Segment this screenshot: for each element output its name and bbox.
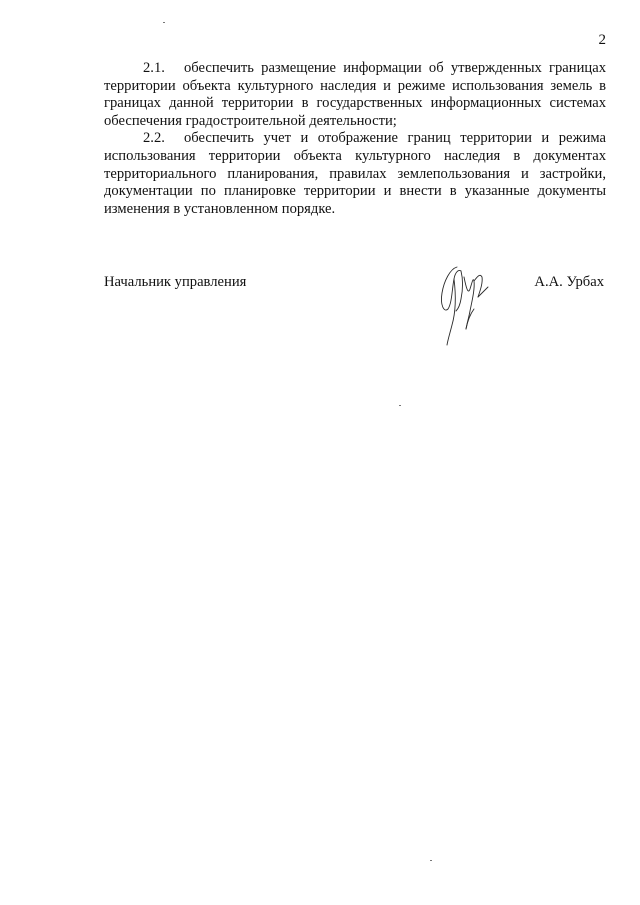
signatory-position: Начальник управления bbox=[104, 274, 247, 290]
document-body bbox=[104, 60, 606, 218]
paragraph-2-2 bbox=[104, 130, 606, 218]
paragraph-2-1 bbox=[104, 60, 606, 130]
paragraph-text: обеспечить учет и отображение границ территории и режима использования территории объекта культурного наследия в документах территориального планирования, правилах землепользования и застройки, документации по планировке территории и внести в указанные документы изменения в установленном порядке. bbox=[104, 130, 606, 217]
handwritten-signature bbox=[430, 259, 500, 349]
paragraph-number: 2.2. bbox=[143, 130, 165, 147]
signature-block bbox=[104, 273, 604, 363]
scan-speck bbox=[399, 405, 401, 406]
signatory-name: А.А. Урбах bbox=[534, 274, 604, 290]
scan-speck bbox=[430, 860, 432, 861]
paragraph-text: обеспечить размещение информации об утвержденных границах территории объекта культурного наследия и режиме использования земель в границах данной территории в государственных информационных системах обеспечения градостроительной деятельности; bbox=[104, 60, 606, 129]
page-number: 2 bbox=[598, 32, 606, 48]
scan-speck bbox=[163, 22, 165, 23]
paragraph-number: 2.1. bbox=[143, 60, 165, 76]
